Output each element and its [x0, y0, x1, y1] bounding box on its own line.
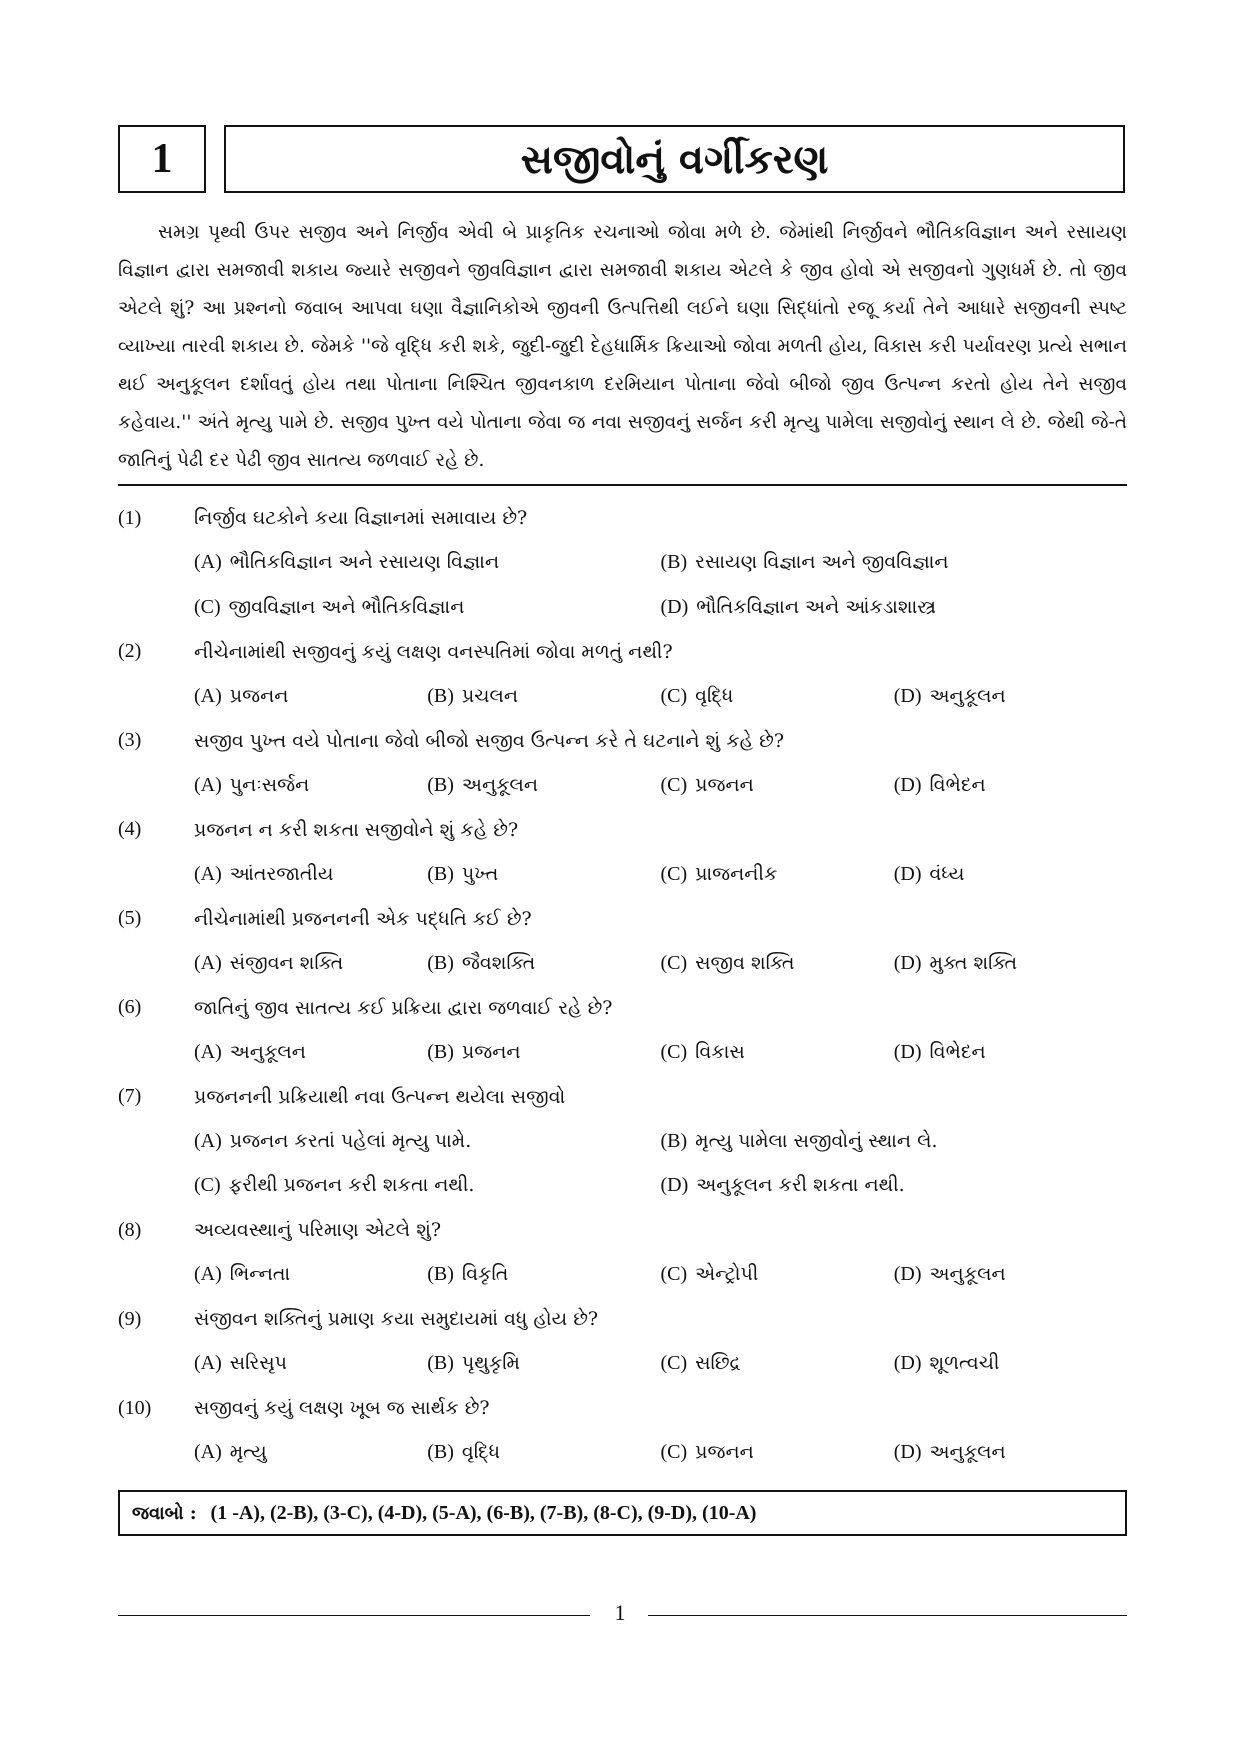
options-row — [118, 763, 1127, 808]
intro-paragraph: સમગ્ર પૃથ્વી ઉપર સજીવ અને નિર્જીવ એવી બે પ્રાકૃતિક રચનાઓ જોવા મળે છે. જેમાંથી નિર્જીવને ભૌતિકવિજ્ઞાન અને રસાયણ વિજ્ઞાન દ્વારા સમજાવી શકાય જ્યારે સજીવને જીવવિજ્ઞાન દ્વારા સમજાવી શકાય એટલે કે જીવ હોવો એ સજીવનો ગુણધર્મ છે. તો જીવ એટલે શું? આ પ્રશ્નનો જવાબ આપવા ઘણા વૈજ્ઞાનિકોએ જીવની ઉત્પત્તિથી લઈને ઘણા સિદ્ધાંતો રજૂ કર્યા તેને આધારે સજીવની સ્પષ્ટ વ્યાખ્યા તારવી શકાય છે. જેમકે ''જે વૃદ્ધિ કરી શકે, જુદી-જુદી દેહધાર્મિક ક્રિયાઓ જોવા મળતી હોય, વિકાસ કરી પર્યાવરણ પ્રત્યે સભાન થઈ અનુકૂલન દર્શાવતું હોય તથા પોતાના નિશ્ચિત જીવનકાળ દરમિયાન પોતાના જેવો બીજો જીવ ઉત્પન્ન કરતો હોય તેને સજીવ કહેવાય.'' અંતે મૃત્યુ પામે છે. સજીવ પુખ્ત વયે પોતાના જેવા જ નવા સજીવનું સર્જન કરી મૃત્યુ પામેલા સજીવોનું સ્થાન લે છે. જેથી જે-તે જાતિનું પેઢી દર પેઢી જીવ સાતત્ય જળવાઈ રહે છે. — [118, 222, 1127, 471]
option — [194, 1352, 427, 1375]
option-text: શૂળત્વચી — [929, 1352, 1000, 1375]
question-text: પ્રજનનની પ્રક્રિયાથી નવા ઉત્પન્ન થયેલા સજીવો — [194, 1085, 566, 1108]
option-letter: (C) — [660, 1441, 688, 1464]
page-number: 1 — [614, 1600, 626, 1625]
question-number: (10) — [118, 1396, 152, 1419]
option-text: મુક્ત શક્તિ — [929, 951, 1018, 974]
option — [427, 1263, 660, 1286]
option-text: અનુકૂલન — [229, 1040, 306, 1063]
option-text: વૃદ્ધિ — [695, 684, 734, 707]
question-text: નીચેનામાંથી પ્રજનનની એક પદ્ધતિ કઈ છે? — [194, 907, 532, 930]
options-row — [118, 941, 1127, 986]
question-number: (9) — [118, 1307, 142, 1330]
question-number: (3) — [118, 729, 142, 752]
option — [194, 863, 427, 886]
option-letter: (A) — [194, 773, 222, 796]
option-text: સંજીવન શક્તિ — [229, 951, 344, 974]
option-letter: (D) — [893, 1352, 922, 1375]
option-letter: (A) — [194, 862, 222, 885]
question-text: સજીવનું કયું લક્ષણ ખૂબ જ સાર્થક છે? — [194, 1397, 490, 1420]
section-divider — [118, 484, 1127, 486]
option-text: ભૌતિકવિજ્ઞાન અને આંકડાશાસ્ત્ર — [696, 595, 936, 618]
option-letter: (A) — [194, 1352, 222, 1375]
option-letter: (D) — [893, 1441, 922, 1464]
question-row — [118, 630, 1127, 675]
option-text: પ્રજનન — [695, 1441, 754, 1464]
question-row — [118, 1075, 1127, 1120]
options-row — [118, 1342, 1127, 1387]
option-text: ભિન્નતા — [229, 1263, 291, 1286]
option — [427, 774, 660, 797]
option-text: સરિસૃપ — [229, 1352, 287, 1375]
option-letter: (D) — [893, 951, 922, 974]
question-row — [118, 1297, 1127, 1342]
chapter-number: 1 — [118, 125, 206, 193]
option-text: વિભેદન — [929, 773, 986, 796]
option-text: વૃદ્ધિ — [461, 1441, 501, 1464]
footer-rule-left — [118, 1615, 590, 1616]
option-letter: (D) — [893, 1263, 922, 1286]
option-letter: (B) — [427, 1263, 454, 1286]
question-text: સજીવ પુખ્ત વયે પોતાના જેવો બીજો સજીવ ઉત્પન્ન કરે તે ઘટનાને શું કહે છે? — [194, 729, 785, 752]
question-number: (7) — [118, 1085, 142, 1108]
option-letter: (A) — [194, 1040, 222, 1063]
option-letter: (D) — [893, 1040, 922, 1063]
option-letter: (B) — [427, 1352, 454, 1375]
option-text: આંતરજાતીય — [229, 862, 334, 885]
footer-rule-right — [648, 1615, 1127, 1616]
options-row — [118, 1030, 1127, 1075]
option-text: એન્ટ્રોપી — [695, 1263, 759, 1286]
option-letter: (C) — [660, 1263, 688, 1286]
option — [427, 863, 660, 886]
question-text: સંજીવન શક્તિનું પ્રમાણ કયા સમુદાયમાં વધુ હોય છે? — [194, 1308, 599, 1331]
option-letter: (B) — [427, 862, 454, 885]
option-text: પુનઃસર્જન — [229, 773, 310, 796]
option — [894, 952, 1127, 975]
option-letter: (B) — [427, 773, 454, 796]
option — [661, 1041, 894, 1064]
option — [194, 1263, 427, 1286]
option — [427, 685, 660, 708]
option-letter: (A) — [194, 951, 222, 974]
option-text: અનુકૂલન — [461, 773, 539, 796]
option-letter: (B) — [427, 1040, 454, 1063]
option — [894, 863, 1127, 886]
question-row — [118, 897, 1127, 942]
option — [661, 1263, 894, 1286]
options-row — [118, 674, 1127, 719]
option — [894, 1441, 1127, 1464]
option-letter: (C) — [660, 1352, 688, 1375]
question-number: (8) — [118, 1218, 142, 1241]
option — [194, 1130, 661, 1153]
option — [194, 774, 427, 797]
option-text: જૈવશક્તિ — [461, 951, 536, 974]
option-letter: (B) — [427, 684, 454, 707]
question-text: નિર્જીવ ઘટકોને કયા વિજ્ઞાનમાં સમાવાય છે? — [194, 507, 528, 530]
question-number: (5) — [118, 907, 142, 930]
option-text: ફરીથી પ્રજનન કરી શકતા નથી. — [228, 1174, 475, 1197]
option-text: સછિદ્ર — [695, 1352, 741, 1375]
option-letter: (D) — [893, 684, 922, 707]
option-text: વિકૃતિ — [461, 1263, 509, 1286]
chapter-title: સજીવોનું વર્ગીકરણ — [224, 125, 1125, 193]
options-row — [118, 1164, 1127, 1209]
question-text: જાતિનું જીવ સાતત્ય કઈ પ્રક્રિયા દ્વારા જળવાઈ રહે છે? — [194, 996, 613, 1019]
question-text: નીચેનામાંથી સજીવનું કયું લક્ષણ વનસ્પતિમાં જોવા મળતું નથી? — [194, 640, 673, 663]
options-row — [118, 1431, 1127, 1476]
options-row — [118, 585, 1127, 630]
option-text: સજીવ શક્તિ — [695, 951, 795, 974]
option-text: પ્રજનન — [229, 684, 289, 707]
question-row — [118, 496, 1127, 541]
option-text: પુખ્ત — [461, 862, 499, 885]
option — [661, 1441, 894, 1464]
option-text: વંધ્ય — [929, 862, 965, 885]
option-letter: (A) — [194, 1129, 222, 1152]
option-text: પૃથુકૃમિ — [461, 1352, 520, 1375]
question-list — [118, 496, 1127, 1475]
option-letter: (D) — [660, 1174, 689, 1197]
option-letter: (A) — [194, 551, 222, 574]
option-text: ભૌતિકવિજ્ઞાન અને રસાયણ વિજ્ઞાન — [229, 551, 500, 574]
options-row — [118, 852, 1127, 897]
option-letter: (A) — [194, 684, 222, 707]
options-row — [118, 1119, 1127, 1164]
option — [427, 1441, 660, 1464]
option — [894, 1041, 1127, 1064]
option-letter: (B) — [427, 951, 454, 974]
answer-key-label: જવાબો : — [132, 1502, 197, 1524]
option-letter: (D) — [893, 862, 922, 885]
question-number: (6) — [118, 996, 142, 1019]
option-letter: (B) — [427, 1441, 454, 1464]
option-letter: (C) — [660, 773, 688, 796]
option-letter: (B) — [660, 551, 688, 574]
option-letter: (A) — [194, 1441, 222, 1464]
option-text: પ્રજનન — [461, 1040, 521, 1063]
option — [194, 1441, 427, 1464]
option-letter: (B) — [660, 1129, 688, 1152]
option-text: મૃત્યુ — [229, 1441, 267, 1464]
option-text: અનુકૂલન કરી શકતા નથી. — [696, 1174, 905, 1197]
option — [661, 1130, 1128, 1153]
option — [894, 1352, 1127, 1375]
question-text: પ્રજનન ન કરી શકતા સજીવોને શું કહે છે? — [194, 818, 519, 841]
option — [194, 952, 427, 975]
option-letter: (C) — [660, 951, 688, 974]
option-letter: (C) — [194, 1174, 221, 1197]
question-row — [118, 808, 1127, 853]
option-letter: (D) — [893, 773, 922, 796]
option-text: પ્રજનન — [695, 773, 754, 796]
question-row — [118, 986, 1127, 1031]
option — [661, 596, 1128, 619]
option — [194, 1041, 427, 1064]
option-letter: (D) — [660, 595, 689, 618]
options-row — [118, 1253, 1127, 1298]
option — [427, 1352, 660, 1375]
option — [427, 952, 660, 975]
option — [661, 551, 1128, 574]
option-text: રસાયણ વિજ્ઞાન અને જીવવિજ્ઞાન — [695, 551, 949, 574]
question-row — [118, 1208, 1127, 1253]
question-row — [118, 719, 1127, 764]
option — [661, 1352, 894, 1375]
option-letter: (A) — [194, 1263, 222, 1286]
option — [194, 596, 661, 619]
option — [194, 1174, 661, 1197]
question-row — [118, 1386, 1127, 1431]
option-text: અનુકૂલન — [929, 1263, 1006, 1286]
option — [661, 685, 894, 708]
option-text: મૃત્યુ પામેલા સજીવોનું સ્થાન લે. — [695, 1129, 938, 1152]
question-number: (4) — [118, 818, 142, 841]
option-letter: (C) — [660, 1040, 688, 1063]
options-row — [118, 541, 1127, 586]
question-number: (1) — [118, 506, 142, 529]
option-letter: (C) — [660, 684, 688, 707]
option-text: પ્રજનન કરતાં પહેલાં મૃત્યુ પામે. — [229, 1129, 472, 1152]
option — [661, 863, 894, 886]
option-letter: (C) — [660, 862, 688, 885]
option — [661, 952, 894, 975]
option — [427, 1041, 660, 1064]
option-text: વિકાસ — [695, 1040, 745, 1063]
option — [661, 1174, 1128, 1197]
option — [194, 551, 661, 574]
answer-key-text: (1 -A), (2-B), (3-C), (4-D), (5-A), (6-B), (7-B), (8-C), (9-D), (10-A) — [210, 1501, 757, 1524]
option-text: પ્રાજનનીક — [695, 862, 778, 885]
option-text: અનુકૂલન — [929, 1441, 1006, 1464]
option — [661, 774, 894, 797]
chapter-header — [118, 125, 1127, 192]
question-number: (2) — [118, 640, 142, 663]
option — [894, 774, 1127, 797]
option — [894, 1263, 1127, 1286]
option-text: જીવવિજ્ઞાન અને ભૌતિકવિજ્ઞાન — [228, 595, 465, 618]
option-text: વિભેદન — [929, 1040, 986, 1063]
option — [894, 685, 1127, 708]
option — [194, 685, 427, 708]
question-text: અવ્યવસ્થાનું પરિમાણ એટલે શું? — [194, 1219, 442, 1242]
answer-key — [118, 1490, 1127, 1536]
option-letter: (C) — [194, 595, 221, 618]
option-text: અનુકૂલન — [929, 684, 1006, 707]
option-text: પ્રચલન — [461, 684, 518, 707]
